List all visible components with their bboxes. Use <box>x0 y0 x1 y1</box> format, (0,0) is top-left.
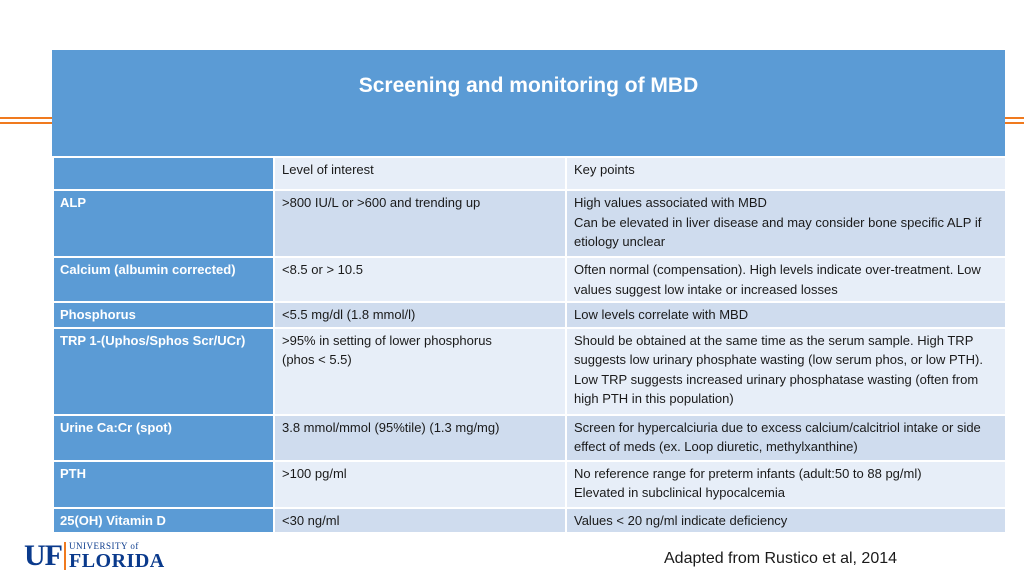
row-key-points <box>566 328 1006 415</box>
key-point-line: No reference range for preterm infants (adult:50 to 88 pg/ml) <box>574 465 922 481</box>
row-parameter: Urine Ca:Cr (spot) <box>53 415 274 461</box>
uf-logo-divider <box>64 542 66 570</box>
level-line: <5.5 mg/dl (1.8 mmol/l) <box>282 307 416 322</box>
level-line: (phos < 5.5) <box>282 352 352 367</box>
key-point-line: Screen for hypercalciuria due to excess calcium/calcitriol intake or side effect of meds (ex. Loop diuretic, methylxanthine) <box>574 419 981 454</box>
row-level-of-interest <box>274 257 566 302</box>
key-point-line: Low levels correlate with MBD <box>574 307 749 322</box>
level-line: <8.5 or > 10.5 <box>282 262 363 277</box>
table-row <box>53 302 1006 328</box>
key-point-line: Often normal (compensation). High levels indicate over-treatment. Low values suggest low intake or increased losses <box>574 262 981 297</box>
row-key-points <box>566 415 1006 461</box>
level-line: 3.8 mmol/mmol (95%tile) (1.3 mg/mg) <box>282 419 500 435</box>
row-parameter: 25(OH) Vitamin D <box>53 508 274 534</box>
title-panel <box>52 50 1005 156</box>
orange-rule-right-bottom <box>1005 122 1024 124</box>
slide-title: Screening and monitoring of MBD <box>358 74 699 97</box>
row-parameter: Calcium (albumin corrected) <box>53 257 274 302</box>
row-parameter: TRP 1-(Uphos/Sphos Scr/UCr) <box>53 328 274 415</box>
table-header-row <box>53 157 1006 190</box>
row-key-points <box>566 190 1006 257</box>
table-row <box>53 461 1006 508</box>
level-line: >95% in setting of lower phosphorus <box>282 332 492 348</box>
row-key-points <box>566 257 1006 302</box>
table-body <box>53 157 1006 533</box>
uf-logo-university-of: UNIVERSITY of <box>69 540 139 551</box>
row-level-of-interest <box>274 302 566 328</box>
table-row <box>53 328 1006 415</box>
orange-rule-right-top <box>1005 117 1024 119</box>
header-cell-key-points: Key points <box>566 157 1006 190</box>
table-row <box>53 190 1006 257</box>
table-row <box>53 415 1006 461</box>
uf-logo-monogram: UF <box>24 539 62 572</box>
key-point-line: High values associated with MBD <box>574 195 767 210</box>
row-key-points <box>566 508 1006 534</box>
table-row <box>53 508 1006 534</box>
row-level-of-interest <box>274 415 566 461</box>
row-parameter: Phosphorus <box>53 302 274 328</box>
orange-rule-left-top <box>0 117 52 119</box>
row-parameter: ALP <box>53 190 274 257</box>
orange-rule-left-bottom <box>0 122 52 124</box>
row-level-of-interest <box>274 328 566 415</box>
citation-text: Adapted from Rustico et al, 2014 <box>664 550 898 567</box>
header-cell-corner <box>53 157 274 190</box>
level-line: >800 IU/L or >600 and trending up <box>282 195 481 210</box>
key-point-line: Should be obtained at the same time as the serum sample. High TRP suggests low urinary phosphate wasting (low serum phos, or low PTH). Low TRP suggests increased urinary phosphatase wasting (often from high PTH in this population) <box>574 332 983 406</box>
uf-logo-florida: FLORIDA <box>69 549 165 572</box>
key-point-line: Can be elevated in liver disease and may consider bone specific ALP if etiology unclear <box>574 214 982 249</box>
key-point-line: Elevated in subclinical hypocalcemia <box>574 485 786 500</box>
level-line: <30 ng/ml <box>282 512 340 528</box>
header-cell-level: Level of interest <box>274 157 566 190</box>
level-line: >100 pg/ml <box>282 465 347 481</box>
row-level-of-interest <box>274 461 566 508</box>
table-row <box>53 257 1006 302</box>
row-key-points <box>566 302 1006 328</box>
row-level-of-interest <box>274 190 566 257</box>
key-point-line: Values < 20 ng/ml indicate deficiency <box>574 512 788 528</box>
mbd-screening-table <box>52 156 1007 534</box>
row-level-of-interest <box>274 508 566 534</box>
row-key-points <box>566 461 1006 508</box>
uf-logo-wordmark <box>69 542 165 571</box>
uf-logo <box>24 541 165 571</box>
row-parameter: PTH <box>53 461 274 508</box>
